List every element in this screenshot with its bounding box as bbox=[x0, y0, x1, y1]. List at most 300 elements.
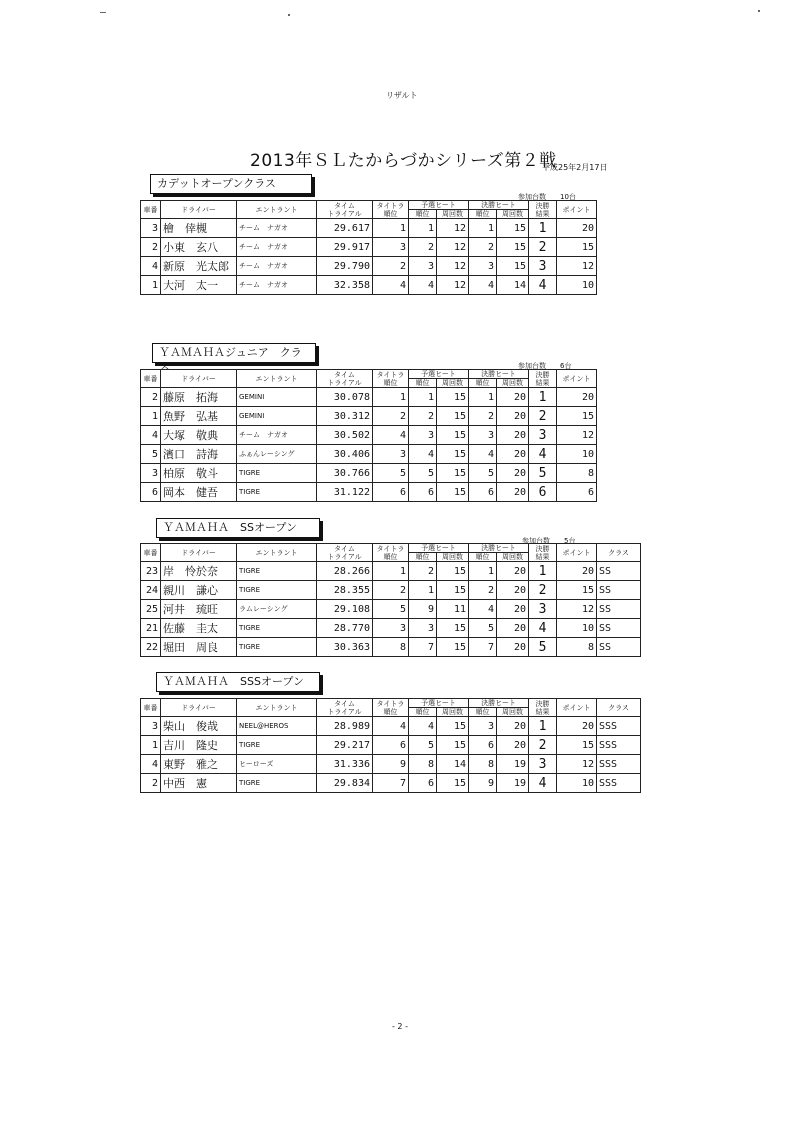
points: 10 bbox=[557, 276, 597, 295]
class-code: SSS bbox=[597, 774, 641, 793]
final-position: 2 bbox=[469, 407, 497, 426]
final-result: 2 bbox=[529, 238, 557, 257]
prelim-laps: 15 bbox=[437, 717, 469, 736]
col-time bbox=[317, 201, 373, 219]
final-result: 3 bbox=[529, 600, 557, 619]
table-row bbox=[141, 774, 641, 793]
col-result bbox=[529, 370, 557, 388]
trial-time: 31.122 bbox=[317, 483, 373, 502]
entrant-name: チーム ナガオ bbox=[237, 426, 317, 445]
col-result-line2: 結果 bbox=[535, 378, 550, 387]
col-result-line1: 決勝 bbox=[535, 544, 550, 553]
car-number: 1 bbox=[141, 276, 161, 295]
trial-time: 30.766 bbox=[317, 464, 373, 483]
final-laps: 20 bbox=[497, 407, 529, 426]
col-time-line1: タイム bbox=[334, 201, 355, 210]
col-driver: ドライバー bbox=[161, 370, 237, 388]
table-row bbox=[141, 464, 597, 483]
col-class: クラス bbox=[597, 544, 641, 562]
final-result: 1 bbox=[529, 562, 557, 581]
col-prelim-pos: 順位 bbox=[409, 210, 437, 219]
col-final: 決勝ヒート bbox=[469, 201, 529, 210]
event-date: 平成25年2月17日 bbox=[542, 163, 608, 172]
class-code: SS bbox=[597, 638, 641, 657]
col-final-pos: 順位 bbox=[469, 553, 497, 562]
final-laps: 20 bbox=[497, 483, 529, 502]
trial-time: 30.312 bbox=[317, 407, 373, 426]
col-tt-line1: タイトラ bbox=[376, 201, 405, 210]
driver-name: 柏原 敬斗 bbox=[161, 464, 237, 483]
col-time-line2: トライアル bbox=[327, 707, 362, 716]
col-result-line2: 結果 bbox=[535, 209, 550, 218]
prelim-laps: 15 bbox=[437, 638, 469, 657]
car-number: 22 bbox=[141, 638, 161, 657]
col-time-line2: トライアル bbox=[327, 209, 362, 218]
trial-rank: 1 bbox=[373, 388, 409, 407]
col-tt-line2: 順位 bbox=[383, 707, 398, 716]
points: 12 bbox=[557, 257, 597, 276]
prelim-position: 9 bbox=[409, 600, 437, 619]
col-final: 決勝ヒート bbox=[469, 370, 529, 379]
trial-time: 30.406 bbox=[317, 445, 373, 464]
points: 12 bbox=[557, 755, 597, 774]
entrant-name: チーム ナガオ bbox=[237, 276, 317, 295]
table-row bbox=[141, 219, 597, 238]
prelim-laps: 11 bbox=[437, 600, 469, 619]
table-row bbox=[141, 445, 597, 464]
table-row bbox=[141, 426, 597, 445]
table-row bbox=[141, 388, 597, 407]
car-number: 5 bbox=[141, 445, 161, 464]
col-time-line2: トライアル bbox=[327, 378, 362, 387]
col-final-laps: 周回数 bbox=[497, 553, 529, 562]
driver-name: 藤原 拓海 bbox=[161, 388, 237, 407]
trial-time: 29.617 bbox=[317, 219, 373, 238]
trial-rank: 4 bbox=[373, 276, 409, 295]
driver-name: 小東 玄八 bbox=[161, 238, 237, 257]
entrant-name: チーム ナガオ bbox=[237, 257, 317, 276]
table-row bbox=[141, 407, 597, 426]
driver-name: 岡本 健吾 bbox=[161, 483, 237, 502]
entrant-name: TIGRE bbox=[237, 581, 317, 600]
points: 20 bbox=[557, 717, 597, 736]
col-time-line1: タイム bbox=[334, 544, 355, 553]
final-position: 1 bbox=[469, 562, 497, 581]
col-time-line1: タイム bbox=[334, 370, 355, 379]
final-result: 1 bbox=[529, 219, 557, 238]
col-points: ポイント bbox=[557, 370, 597, 388]
car-number: 4 bbox=[141, 257, 161, 276]
car-number: 21 bbox=[141, 619, 161, 638]
entrant-name: GEMINI bbox=[237, 388, 317, 407]
trial-rank: 1 bbox=[373, 562, 409, 581]
final-result: 3 bbox=[529, 426, 557, 445]
final-result: 2 bbox=[529, 581, 557, 600]
points: 10 bbox=[557, 619, 597, 638]
trial-rank: 9 bbox=[373, 755, 409, 774]
trial-time: 30.078 bbox=[317, 388, 373, 407]
col-result-line1: 決勝 bbox=[535, 370, 550, 379]
prelim-laps: 15 bbox=[437, 464, 469, 483]
trial-rank: 3 bbox=[373, 238, 409, 257]
class-title: ＹＡＭＡＨＡ SSSオープン bbox=[156, 672, 320, 692]
trial-rank: 7 bbox=[373, 774, 409, 793]
col-entrant: エントラント bbox=[237, 699, 317, 717]
entrant-name: TIGRE bbox=[237, 483, 317, 502]
col-final: 決勝ヒート bbox=[469, 544, 529, 553]
trial-rank: 6 bbox=[373, 483, 409, 502]
driver-name: 堀田 周良 bbox=[161, 638, 237, 657]
table-row bbox=[141, 600, 641, 619]
final-result: 1 bbox=[529, 388, 557, 407]
col-final: 決勝ヒート bbox=[469, 699, 529, 708]
driver-name: 大河 太一 bbox=[161, 276, 237, 295]
final-laps: 14 bbox=[497, 276, 529, 295]
prelim-laps: 12 bbox=[437, 238, 469, 257]
prelim-laps: 15 bbox=[437, 736, 469, 755]
driver-name: 新原 光太郎 bbox=[161, 257, 237, 276]
final-position: 5 bbox=[469, 619, 497, 638]
prelim-position: 2 bbox=[409, 407, 437, 426]
prelim-laps: 15 bbox=[437, 483, 469, 502]
col-prelim: 予選ヒート bbox=[409, 201, 469, 210]
final-laps: 20 bbox=[497, 619, 529, 638]
table-row bbox=[141, 276, 597, 295]
trial-time: 28.355 bbox=[317, 581, 373, 600]
car-number: 3 bbox=[141, 219, 161, 238]
col-result-line1: 決勝 bbox=[535, 699, 550, 708]
col-time-line2: トライアル bbox=[327, 552, 362, 561]
final-result: 3 bbox=[529, 257, 557, 276]
entrant-name: TIGRE bbox=[237, 464, 317, 483]
prelim-laps: 15 bbox=[437, 581, 469, 600]
car-number: 2 bbox=[141, 774, 161, 793]
points: 10 bbox=[557, 445, 597, 464]
col-tt-line2: 順位 bbox=[383, 209, 398, 218]
final-result: 4 bbox=[529, 619, 557, 638]
col-result bbox=[529, 201, 557, 219]
trial-rank: 6 bbox=[373, 736, 409, 755]
final-result: 4 bbox=[529, 445, 557, 464]
driver-name: 親川 謙心 bbox=[161, 581, 237, 600]
final-result: 3 bbox=[529, 755, 557, 774]
trial-time: 29.834 bbox=[317, 774, 373, 793]
results-table bbox=[140, 369, 597, 502]
page-title: 2013年ＳＬたからづかシリーズ第２戦 bbox=[250, 151, 557, 171]
results-table bbox=[140, 543, 641, 657]
final-laps: 20 bbox=[497, 717, 529, 736]
final-position: 3 bbox=[469, 257, 497, 276]
table-row bbox=[141, 619, 641, 638]
col-points: ポイント bbox=[557, 699, 597, 717]
final-laps: 20 bbox=[497, 426, 529, 445]
prelim-position: 4 bbox=[409, 717, 437, 736]
driver-name: 中西 憲 bbox=[161, 774, 237, 793]
final-laps: 20 bbox=[497, 600, 529, 619]
col-prelim-pos: 順位 bbox=[409, 379, 437, 388]
final-laps: 20 bbox=[497, 445, 529, 464]
final-position: 3 bbox=[469, 426, 497, 445]
prelim-position: 3 bbox=[409, 257, 437, 276]
col-final-laps: 周回数 bbox=[497, 210, 529, 219]
trial-time: 29.917 bbox=[317, 238, 373, 257]
entrant-name: TIGRE bbox=[237, 619, 317, 638]
car-number: 2 bbox=[141, 388, 161, 407]
trial-rank: 5 bbox=[373, 464, 409, 483]
prelim-position: 5 bbox=[409, 736, 437, 755]
col-tt bbox=[373, 201, 409, 219]
entrant-name: ふぁんレーシング bbox=[237, 445, 317, 464]
points: 12 bbox=[557, 426, 597, 445]
final-position: 1 bbox=[469, 388, 497, 407]
final-result: 5 bbox=[529, 638, 557, 657]
entrant-name: TIGRE bbox=[237, 562, 317, 581]
entry-count: 参加台数 6台 bbox=[518, 362, 572, 370]
final-position: 6 bbox=[469, 483, 497, 502]
col-time bbox=[317, 699, 373, 717]
col-no: 車番 bbox=[141, 544, 161, 562]
trial-time: 28.266 bbox=[317, 562, 373, 581]
results-table bbox=[140, 698, 641, 793]
col-entrant: エントラント bbox=[237, 201, 317, 219]
col-result-line2: 結果 bbox=[535, 552, 550, 561]
class-title: ＹＡＭＡＨＡジュニア クラス bbox=[152, 343, 316, 363]
final-position: 9 bbox=[469, 774, 497, 793]
points: 10 bbox=[557, 774, 597, 793]
driver-name: 佐藤 圭太 bbox=[161, 619, 237, 638]
final-laps: 15 bbox=[497, 238, 529, 257]
col-prelim: 予選ヒート bbox=[409, 370, 469, 379]
driver-name: 濱口 詩海 bbox=[161, 445, 237, 464]
col-final-pos: 順位 bbox=[469, 210, 497, 219]
points: 15 bbox=[557, 736, 597, 755]
prelim-laps: 14 bbox=[437, 755, 469, 774]
final-result: 2 bbox=[529, 407, 557, 426]
trial-rank: 2 bbox=[373, 407, 409, 426]
points: 15 bbox=[557, 407, 597, 426]
col-driver: ドライバー bbox=[161, 201, 237, 219]
final-laps: 20 bbox=[497, 736, 529, 755]
car-number: 4 bbox=[141, 755, 161, 774]
final-result: 6 bbox=[529, 483, 557, 502]
final-position: 4 bbox=[469, 276, 497, 295]
prelim-laps: 12 bbox=[437, 257, 469, 276]
prelim-position: 5 bbox=[409, 464, 437, 483]
trial-rank: 3 bbox=[373, 445, 409, 464]
entrant-name: ヒーローズ bbox=[237, 755, 317, 774]
prelim-laps: 15 bbox=[437, 619, 469, 638]
trial-rank: 2 bbox=[373, 581, 409, 600]
prelim-laps: 15 bbox=[437, 426, 469, 445]
prelim-position: 1 bbox=[409, 581, 437, 600]
final-result: 4 bbox=[529, 774, 557, 793]
trial-rank: 8 bbox=[373, 638, 409, 657]
col-final-laps: 周回数 bbox=[497, 379, 529, 388]
col-tt bbox=[373, 370, 409, 388]
final-position: 7 bbox=[469, 638, 497, 657]
final-position: 4 bbox=[469, 600, 497, 619]
entrant-name: TIGRE bbox=[237, 638, 317, 657]
col-driver: ドライバー bbox=[161, 699, 237, 717]
col-final-pos: 順位 bbox=[469, 379, 497, 388]
prelim-position: 6 bbox=[409, 774, 437, 793]
driver-name: 東野 雅之 bbox=[161, 755, 237, 774]
col-tt bbox=[373, 699, 409, 717]
table-row bbox=[141, 755, 641, 774]
col-final-laps: 周回数 bbox=[497, 708, 529, 717]
entry-count: 参加台数 5台 bbox=[522, 537, 576, 545]
col-driver: ドライバー bbox=[161, 544, 237, 562]
class-title: ＹＡＭＡＨＡ SSオープン bbox=[156, 518, 320, 538]
prelim-position: 3 bbox=[409, 426, 437, 445]
class-code: SSS bbox=[597, 755, 641, 774]
table-row bbox=[141, 257, 597, 276]
car-number: 3 bbox=[141, 464, 161, 483]
final-laps: 19 bbox=[497, 774, 529, 793]
prelim-laps: 15 bbox=[437, 774, 469, 793]
class-code: SS bbox=[597, 619, 641, 638]
col-prelim-laps: 周回数 bbox=[437, 210, 469, 219]
trial-rank: 3 bbox=[373, 619, 409, 638]
col-time bbox=[317, 544, 373, 562]
points: 6 bbox=[557, 483, 597, 502]
prelim-position: 1 bbox=[409, 219, 437, 238]
final-laps: 20 bbox=[497, 638, 529, 657]
col-entrant: エントラント bbox=[237, 544, 317, 562]
points: 20 bbox=[557, 219, 597, 238]
final-result: 1 bbox=[529, 717, 557, 736]
trial-time: 32.358 bbox=[317, 276, 373, 295]
col-tt-line1: タイトラ bbox=[376, 370, 405, 379]
final-result: 4 bbox=[529, 276, 557, 295]
col-points: ポイント bbox=[557, 544, 597, 562]
final-laps: 20 bbox=[497, 562, 529, 581]
final-position: 1 bbox=[469, 219, 497, 238]
car-number: 6 bbox=[141, 483, 161, 502]
running-head: リザルト bbox=[386, 91, 418, 100]
car-number: 4 bbox=[141, 426, 161, 445]
class-code: SS bbox=[597, 581, 641, 600]
class-code: SS bbox=[597, 600, 641, 619]
final-laps: 20 bbox=[497, 464, 529, 483]
points: 8 bbox=[557, 464, 597, 483]
table-row bbox=[141, 483, 597, 502]
table-row bbox=[141, 562, 641, 581]
prelim-position: 4 bbox=[409, 276, 437, 295]
trial-rank: 2 bbox=[373, 257, 409, 276]
class-title: カデットオープンクラス bbox=[150, 174, 312, 194]
final-position: 2 bbox=[469, 238, 497, 257]
col-no: 車番 bbox=[141, 201, 161, 219]
driver-name: 柴山 俊哉 bbox=[161, 717, 237, 736]
col-no: 車番 bbox=[141, 370, 161, 388]
trial-time: 28.770 bbox=[317, 619, 373, 638]
trial-time: 30.502 bbox=[317, 426, 373, 445]
final-laps: 20 bbox=[497, 581, 529, 600]
car-number: 1 bbox=[141, 736, 161, 755]
col-prelim-laps: 周回数 bbox=[437, 708, 469, 717]
points: 15 bbox=[557, 238, 597, 257]
col-prelim-laps: 周回数 bbox=[437, 379, 469, 388]
class-code: SSS bbox=[597, 736, 641, 755]
final-position: 3 bbox=[469, 717, 497, 736]
final-position: 5 bbox=[469, 464, 497, 483]
car-number: 25 bbox=[141, 600, 161, 619]
final-laps: 15 bbox=[497, 257, 529, 276]
prelim-position: 7 bbox=[409, 638, 437, 657]
trial-time: 31.336 bbox=[317, 755, 373, 774]
car-number: 23 bbox=[141, 562, 161, 581]
car-number: 24 bbox=[141, 581, 161, 600]
car-number: 1 bbox=[141, 407, 161, 426]
table-row bbox=[141, 638, 641, 657]
trial-rank: 4 bbox=[373, 426, 409, 445]
prelim-position: 1 bbox=[409, 388, 437, 407]
final-position: 2 bbox=[469, 581, 497, 600]
entrant-name: GEMINI bbox=[237, 407, 317, 426]
col-tt-line2: 順位 bbox=[383, 552, 398, 561]
points: 15 bbox=[557, 581, 597, 600]
entry-count: 参加台数 10台 bbox=[518, 193, 576, 201]
entrant-name: チーム ナガオ bbox=[237, 219, 317, 238]
prelim-position: 2 bbox=[409, 238, 437, 257]
table-row bbox=[141, 736, 641, 755]
final-position: 4 bbox=[469, 445, 497, 464]
col-result-line1: 決勝 bbox=[535, 201, 550, 210]
col-prelim: 予選ヒート bbox=[409, 699, 469, 708]
col-prelim-pos: 順位 bbox=[409, 553, 437, 562]
class-code: SSS bbox=[597, 717, 641, 736]
prelim-position: 3 bbox=[409, 619, 437, 638]
prelim-position: 8 bbox=[409, 755, 437, 774]
driver-name: 河井 琉旺 bbox=[161, 600, 237, 619]
prelim-laps: 15 bbox=[437, 388, 469, 407]
trial-time: 30.363 bbox=[317, 638, 373, 657]
prelim-position: 2 bbox=[409, 562, 437, 581]
trial-rank: 1 bbox=[373, 219, 409, 238]
col-result bbox=[529, 699, 557, 717]
trial-time: 29.108 bbox=[317, 600, 373, 619]
final-result: 2 bbox=[529, 736, 557, 755]
prelim-laps: 15 bbox=[437, 445, 469, 464]
col-time bbox=[317, 370, 373, 388]
trial-rank: 4 bbox=[373, 717, 409, 736]
col-tt bbox=[373, 544, 409, 562]
table-row bbox=[141, 717, 641, 736]
prelim-laps: 12 bbox=[437, 276, 469, 295]
col-tt-line1: タイトラ bbox=[376, 544, 405, 553]
points: 8 bbox=[557, 638, 597, 657]
trial-time: 28.989 bbox=[317, 717, 373, 736]
results-table bbox=[140, 200, 597, 295]
driver-name: 吉川 隆史 bbox=[161, 736, 237, 755]
points: 12 bbox=[557, 600, 597, 619]
col-prelim-pos: 順位 bbox=[409, 708, 437, 717]
col-prelim-laps: 周回数 bbox=[437, 553, 469, 562]
trial-rank: 5 bbox=[373, 600, 409, 619]
col-time-line1: タイム bbox=[334, 699, 355, 708]
final-position: 6 bbox=[469, 736, 497, 755]
entrant-name: NEEL@HEROS bbox=[237, 717, 317, 736]
final-position: 8 bbox=[469, 755, 497, 774]
entrant-name: TIGRE bbox=[237, 736, 317, 755]
points: 20 bbox=[557, 388, 597, 407]
final-laps: 19 bbox=[497, 755, 529, 774]
col-entrant: エントラント bbox=[237, 370, 317, 388]
col-no: 車番 bbox=[141, 699, 161, 717]
driver-name: 大塚 敬典 bbox=[161, 426, 237, 445]
car-number: 3 bbox=[141, 717, 161, 736]
